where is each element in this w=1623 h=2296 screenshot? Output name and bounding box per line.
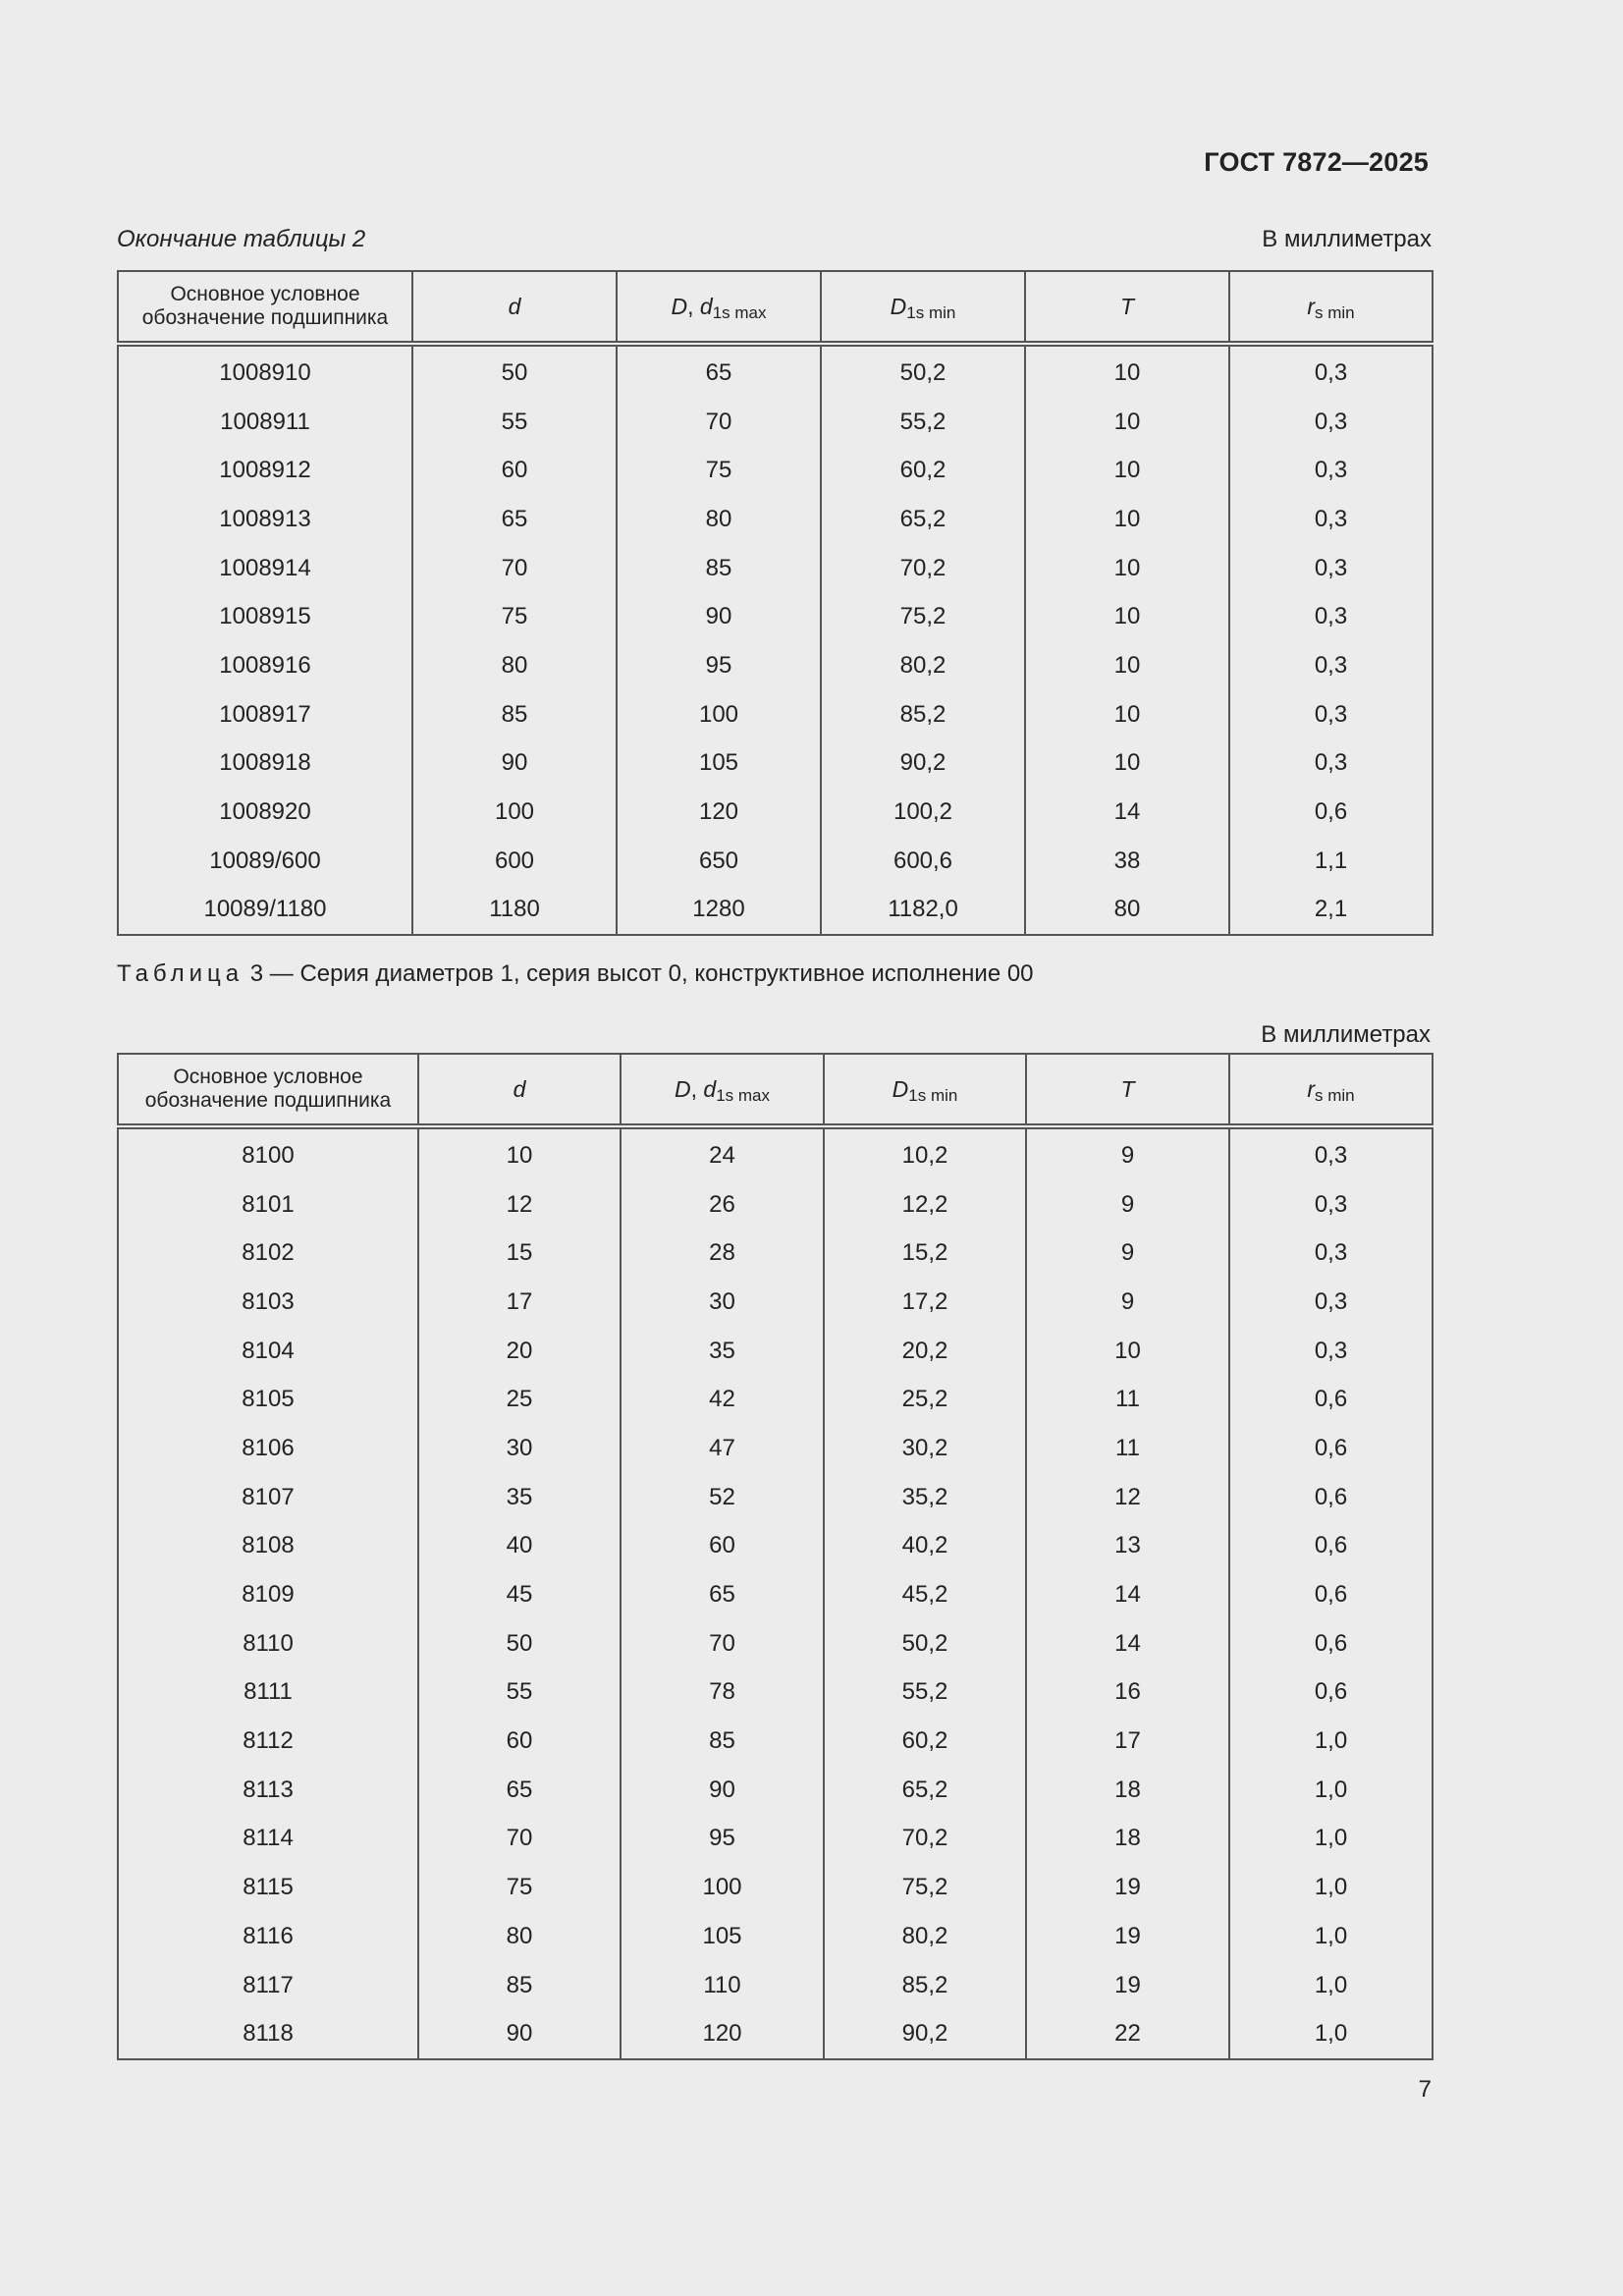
cell-T: 13: [1026, 1522, 1229, 1571]
table-row: [118, 1912, 1433, 1961]
table-row: [118, 1180, 1433, 1230]
cell-D1s-min: 50,2: [824, 1619, 1026, 1668]
cell-designation: 1008910: [118, 344, 412, 398]
cell-D1s-min: 65,2: [821, 495, 1025, 544]
cell-designation: 8102: [118, 1229, 418, 1278]
table-row: [118, 446, 1433, 495]
cell-d: 25: [418, 1375, 621, 1424]
cell-designation: 8103: [118, 1278, 418, 1327]
table-row: [118, 1766, 1433, 1815]
cell-T: 18: [1026, 1766, 1229, 1815]
cell-D-d1s-max: 80: [617, 495, 821, 544]
cell-d: 50: [412, 344, 617, 398]
cell-D-d1s-max: 1280: [617, 886, 821, 936]
cell-rs-min: 0,6: [1229, 1619, 1433, 1668]
cell-rs-min: 1,0: [1229, 2009, 1433, 2059]
cell-D-d1s-max: 100: [617, 690, 821, 739]
table2-body: [118, 344, 1433, 935]
table3-header-row: [118, 1054, 1433, 1126]
col-rs-min-header: $r_{s min}$: [1229, 271, 1433, 344]
table-row: [118, 398, 1433, 447]
table-row: [118, 1126, 1433, 1180]
cell-T: 9: [1026, 1278, 1229, 1327]
cell-D1s-min: 600,6: [821, 837, 1025, 886]
cell-designation: 1008911: [118, 398, 412, 447]
cell-D-d1s-max: 90: [617, 592, 821, 641]
cell-rs-min: 0,3: [1229, 641, 1433, 690]
table-row: [118, 886, 1433, 936]
cell-T: 9: [1026, 1229, 1229, 1278]
cell-D1s-min: 100,2: [821, 788, 1025, 837]
cell-T: 10: [1025, 398, 1229, 447]
cell-T: 10: [1025, 495, 1229, 544]
cell-d: 50: [418, 1619, 621, 1668]
cell-rs-min: 0,6: [1229, 1668, 1433, 1718]
cell-D-d1s-max: 65: [621, 1570, 824, 1619]
cell-rs-min: 0,6: [1229, 1473, 1433, 1522]
cell-T: 10: [1025, 690, 1229, 739]
table-row: [118, 837, 1433, 886]
cell-d: 70: [412, 544, 617, 593]
table-row: [118, 344, 1433, 398]
cell-designation: 1008913: [118, 495, 412, 544]
cell-D-d1s-max: 95: [617, 641, 821, 690]
cell-D-d1s-max: 28: [621, 1229, 824, 1278]
cell-d: 65: [412, 495, 617, 544]
cell-D-d1s-max: 105: [617, 739, 821, 789]
cell-rs-min: 0,3: [1229, 1126, 1433, 1180]
col-D-d1s-max-header: D, $d_{1s max}$: [617, 271, 821, 344]
cell-T: 11: [1026, 1424, 1229, 1473]
cell-designation: 8113: [118, 1766, 418, 1815]
cell-d: 55: [412, 398, 617, 447]
cell-d: 85: [412, 690, 617, 739]
cell-D-d1s-max: 70: [617, 398, 821, 447]
document-code: ГОСТ 7872—2025: [1204, 147, 1429, 177]
cell-rs-min: 0,3: [1229, 1180, 1433, 1230]
table-row: [118, 1863, 1433, 1912]
cell-D1s-min: 10,2: [824, 1126, 1026, 1180]
cell-rs-min: 0,3: [1229, 592, 1433, 641]
cell-rs-min: 0,3: [1229, 398, 1433, 447]
cell-D1s-min: 12,2: [824, 1180, 1026, 1230]
cell-T: 14: [1026, 1570, 1229, 1619]
cell-d: 15: [418, 1229, 621, 1278]
cell-D1s-min: 25,2: [824, 1375, 1026, 1424]
table-row: [118, 544, 1433, 593]
col-D1s-min-header: $D_{1s min}$: [824, 1054, 1026, 1126]
cell-d: 1180: [412, 886, 617, 936]
cell-d: 80: [412, 641, 617, 690]
table-row: [118, 1278, 1433, 1327]
table-row: [118, 788, 1433, 837]
cell-D-d1s-max: 95: [621, 1815, 824, 1864]
cell-designation: 8117: [118, 1961, 418, 2010]
cell-D1s-min: 60,2: [824, 1717, 1026, 1766]
cell-D1s-min: 60,2: [821, 446, 1025, 495]
cell-rs-min: 1,0: [1229, 1912, 1433, 1961]
table3-title: Таблица 3 — Серия диаметров 1, серия высот 0, конструктивное исполнение 00: [117, 960, 1034, 987]
cell-D1s-min: 35,2: [824, 1473, 1026, 1522]
cell-D1s-min: 80,2: [821, 641, 1025, 690]
table-row: [118, 1570, 1433, 1619]
cell-rs-min: 0,3: [1229, 739, 1433, 789]
cell-D1s-min: 40,2: [824, 1522, 1026, 1571]
cell-designation: 10089/1180: [118, 886, 412, 936]
cell-designation: 8111: [118, 1668, 418, 1718]
cell-T: 11: [1026, 1375, 1229, 1424]
cell-d: 17: [418, 1278, 621, 1327]
cell-designation: 1008916: [118, 641, 412, 690]
cell-D-d1s-max: 75: [617, 446, 821, 495]
table-row: [118, 1424, 1433, 1473]
cell-D-d1s-max: 85: [621, 1717, 824, 1766]
cell-D1s-min: 70,2: [824, 1815, 1026, 1864]
cell-D-d1s-max: 100: [621, 1863, 824, 1912]
cell-designation: 8105: [118, 1375, 418, 1424]
cell-T: 17: [1026, 1717, 1229, 1766]
cell-T: 18: [1026, 1815, 1229, 1864]
cell-designation: 8101: [118, 1180, 418, 1230]
cell-T: 9: [1026, 1180, 1229, 1230]
cell-T: 10: [1025, 446, 1229, 495]
cell-T: 19: [1026, 1961, 1229, 2010]
cell-designation: 8107: [118, 1473, 418, 1522]
cell-rs-min: 0,6: [1229, 1570, 1433, 1619]
cell-T: 38: [1025, 837, 1229, 886]
cell-D-d1s-max: 85: [617, 544, 821, 593]
cell-D-d1s-max: 47: [621, 1424, 824, 1473]
cell-D1s-min: 15,2: [824, 1229, 1026, 1278]
col-rs-min-header: $r_{s min}$: [1229, 1054, 1433, 1126]
cell-D1s-min: 30,2: [824, 1424, 1026, 1473]
cell-d: 65: [418, 1766, 621, 1815]
table-row: [118, 1229, 1433, 1278]
cell-d: 10: [418, 1126, 621, 1180]
cell-designation: 8110: [118, 1619, 418, 1668]
cell-rs-min: 0,6: [1229, 1424, 1433, 1473]
table2-units: В миллиметрах: [1262, 226, 1432, 252]
cell-D1s-min: 75,2: [824, 1863, 1026, 1912]
table-row: [118, 1717, 1433, 1766]
col-designation-header: Основное условное обозначение подшипника: [118, 1054, 418, 1126]
cell-T: 19: [1026, 1912, 1229, 1961]
cell-rs-min: 1,0: [1229, 1961, 1433, 2010]
cell-designation: 1008915: [118, 592, 412, 641]
cell-rs-min: 0,3: [1229, 1278, 1433, 1327]
cell-T: 9: [1026, 1126, 1229, 1180]
cell-D-d1s-max: 60: [621, 1522, 824, 1571]
cell-D-d1s-max: 24: [621, 1126, 824, 1180]
cell-rs-min: 0,3: [1229, 690, 1433, 739]
table3: [117, 1053, 1434, 2060]
cell-designation: 8116: [118, 1912, 418, 1961]
cell-rs-min: 0,3: [1229, 495, 1433, 544]
table-row: [118, 641, 1433, 690]
cell-d: 40: [418, 1522, 621, 1571]
cell-D-d1s-max: 110: [621, 1961, 824, 2010]
cell-T: 10: [1025, 739, 1229, 789]
cell-d: 12: [418, 1180, 621, 1230]
cell-T: 10: [1025, 641, 1229, 690]
cell-D1s-min: 55,2: [821, 398, 1025, 447]
cell-T: 19: [1026, 1863, 1229, 1912]
cell-T: 80: [1025, 886, 1229, 936]
cell-T: 22: [1026, 2009, 1229, 2059]
col-D-d1s-max-header: D, $d_{1s max}$: [621, 1054, 824, 1126]
cell-D1s-min: 80,2: [824, 1912, 1026, 1961]
cell-rs-min: 0,3: [1229, 344, 1433, 398]
table-row: [118, 495, 1433, 544]
table-row: [118, 1619, 1433, 1668]
cell-d: 85: [418, 1961, 621, 2010]
col-designation-header: Основное условное обозначение подшипника: [118, 271, 412, 344]
col-d-header: d: [418, 1054, 621, 1126]
table-row: [118, 1375, 1433, 1424]
cell-designation: 1008917: [118, 690, 412, 739]
table-row: [118, 592, 1433, 641]
cell-d: 45: [418, 1570, 621, 1619]
cell-rs-min: 1,0: [1229, 1815, 1433, 1864]
cell-d: 75: [418, 1863, 621, 1912]
cell-designation: 8109: [118, 1570, 418, 1619]
cell-d: 55: [418, 1668, 621, 1718]
cell-designation: 1008912: [118, 446, 412, 495]
cell-D-d1s-max: 26: [621, 1180, 824, 1230]
cell-designation: 1008920: [118, 788, 412, 837]
cell-designation: 10089/600: [118, 837, 412, 886]
table2-header-row: [118, 271, 1433, 344]
cell-rs-min: 1,0: [1229, 1717, 1433, 1766]
cell-T: 14: [1026, 1619, 1229, 1668]
cell-rs-min: 0,6: [1229, 788, 1433, 837]
cell-D-d1s-max: 90: [621, 1766, 824, 1815]
table-row: [118, 1327, 1433, 1376]
col-T-header: T: [1026, 1054, 1229, 1126]
cell-D-d1s-max: 70: [621, 1619, 824, 1668]
cell-designation: 8112: [118, 1717, 418, 1766]
cell-T: 10: [1026, 1327, 1229, 1376]
cell-D-d1s-max: 65: [617, 344, 821, 398]
cell-rs-min: 0,3: [1229, 1229, 1433, 1278]
cell-D-d1s-max: 30: [621, 1278, 824, 1327]
cell-D-d1s-max: 650: [617, 837, 821, 886]
cell-D-d1s-max: 35: [621, 1327, 824, 1376]
col-D1s-min-header: $D_{1s min}$: [821, 271, 1025, 344]
cell-D1s-min: 90,2: [824, 2009, 1026, 2059]
cell-d: 35: [418, 1473, 621, 1522]
cell-D-d1s-max: 120: [617, 788, 821, 837]
cell-d: 80: [418, 1912, 621, 1961]
cell-D-d1s-max: 52: [621, 1473, 824, 1522]
cell-D-d1s-max: 78: [621, 1668, 824, 1718]
cell-d: 20: [418, 1327, 621, 1376]
table2-continuation-label: Окончание таблицы 2: [117, 226, 366, 252]
cell-D-d1s-max: 42: [621, 1375, 824, 1424]
table3-units: В миллиметрах: [1261, 1021, 1431, 1048]
cell-T: 10: [1025, 344, 1229, 398]
cell-D1s-min: 85,2: [824, 1961, 1026, 2010]
cell-D-d1s-max: 120: [621, 2009, 824, 2059]
cell-D1s-min: 75,2: [821, 592, 1025, 641]
table2: [117, 270, 1434, 936]
cell-rs-min: 0,3: [1229, 446, 1433, 495]
cell-T: 10: [1025, 544, 1229, 593]
cell-T: 10: [1025, 592, 1229, 641]
cell-d: 30: [418, 1424, 621, 1473]
cell-designation: 8108: [118, 1522, 418, 1571]
cell-designation: 8118: [118, 2009, 418, 2059]
table3-body: [118, 1126, 1433, 2059]
cell-d: 70: [418, 1815, 621, 1864]
cell-rs-min: 1,0: [1229, 1766, 1433, 1815]
table-row: [118, 690, 1433, 739]
cell-designation: 8114: [118, 1815, 418, 1864]
cell-rs-min: 1,0: [1229, 1863, 1433, 1912]
cell-d: 600: [412, 837, 617, 886]
cell-rs-min: 2,1: [1229, 886, 1433, 936]
cell-D1s-min: 70,2: [821, 544, 1025, 593]
table-row: [118, 1473, 1433, 1522]
cell-D1s-min: 50,2: [821, 344, 1025, 398]
table-row: [118, 1815, 1433, 1864]
table-row: [118, 1961, 1433, 2010]
cell-d: 100: [412, 788, 617, 837]
cell-D1s-min: 55,2: [824, 1668, 1026, 1718]
cell-D1s-min: 1182,0: [821, 886, 1025, 936]
cell-D1s-min: 20,2: [824, 1327, 1026, 1376]
cell-D1s-min: 17,2: [824, 1278, 1026, 1327]
cell-designation: 8104: [118, 1327, 418, 1376]
cell-T: 12: [1026, 1473, 1229, 1522]
page-number: 7: [1418, 2076, 1432, 2103]
cell-d: 60: [418, 1717, 621, 1766]
cell-D-d1s-max: 105: [621, 1912, 824, 1961]
cell-designation: 1008918: [118, 739, 412, 789]
cell-T: 16: [1026, 1668, 1229, 1718]
cell-rs-min: 0,3: [1229, 544, 1433, 593]
cell-rs-min: 0,6: [1229, 1522, 1433, 1571]
table-row: [118, 739, 1433, 789]
cell-d: 90: [412, 739, 617, 789]
cell-rs-min: 0,6: [1229, 1375, 1433, 1424]
cell-designation: 1008914: [118, 544, 412, 593]
col-T-header: T: [1025, 271, 1229, 344]
table2-caption-row: [117, 226, 1432, 253]
cell-D1s-min: 90,2: [821, 739, 1025, 789]
cell-rs-min: 1,1: [1229, 837, 1433, 886]
cell-D1s-min: 45,2: [824, 1570, 1026, 1619]
table-row: [118, 2009, 1433, 2059]
cell-d: 75: [412, 592, 617, 641]
cell-rs-min: 0,3: [1229, 1327, 1433, 1376]
col-d-header: d: [412, 271, 617, 344]
cell-designation: 8100: [118, 1126, 418, 1180]
cell-designation: 8115: [118, 1863, 418, 1912]
cell-d: 60: [412, 446, 617, 495]
cell-designation: 8106: [118, 1424, 418, 1473]
cell-D1s-min: 85,2: [821, 690, 1025, 739]
cell-d: 90: [418, 2009, 621, 2059]
table-row: [118, 1522, 1433, 1571]
table-row: [118, 1668, 1433, 1718]
cell-T: 14: [1025, 788, 1229, 837]
cell-D1s-min: 65,2: [824, 1766, 1026, 1815]
